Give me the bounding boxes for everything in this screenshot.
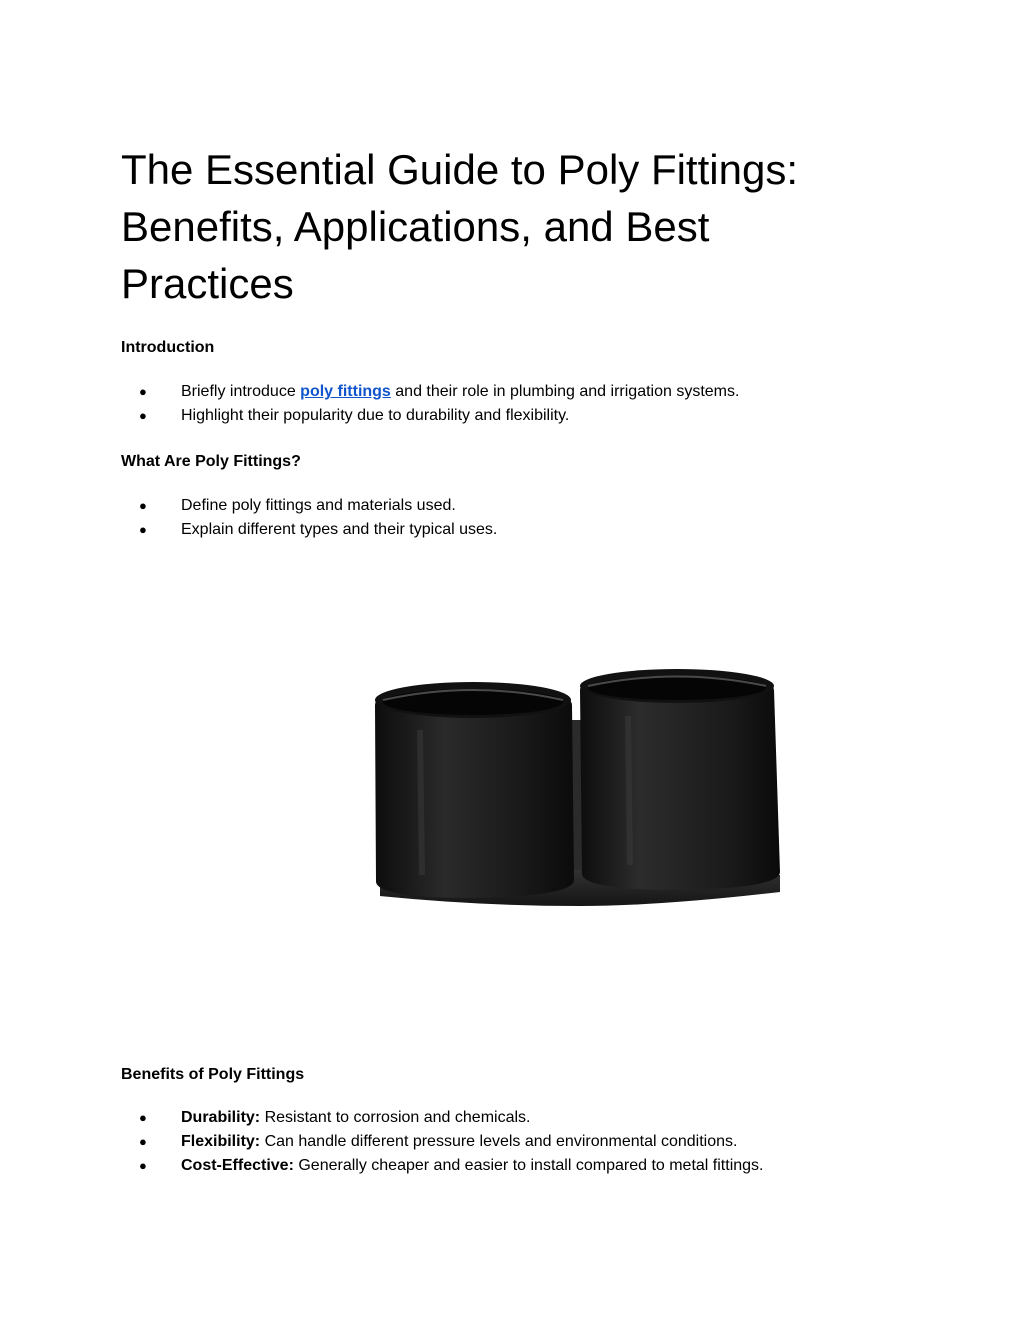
list-item-text: Highlight their popularity due to durability and flexibility.	[181, 407, 570, 424]
section-heading-what-are: What Are Poly Fittings?	[121, 453, 301, 470]
document-title: The Essential Guide to Poly Fittings: Benefits, Applications, and Best Practices	[121, 146, 798, 307]
twin-poly-fitting-image	[360, 660, 800, 920]
bullet-icon: ●	[139, 498, 147, 513]
benefits-list	[121, 1106, 901, 1178]
section-heading-benefits: Benefits of Poly Fittings	[121, 1066, 305, 1083]
list-item-text: Explain different types and their typical uses.	[181, 521, 498, 538]
list-item	[121, 1130, 901, 1154]
bullet-icon: ●	[139, 1134, 147, 1149]
bullet-icon: ●	[139, 1110, 147, 1125]
list-item	[121, 518, 901, 542]
list-item-text: Define poly fittings and materials used.	[181, 497, 456, 514]
section-heading-introduction: Introduction	[121, 339, 215, 356]
list-item	[121, 380, 901, 404]
list-item-label: Durability:	[181, 1109, 261, 1126]
list-item-text: Can handle different pressure levels and environmental conditions.	[260, 1133, 738, 1150]
what-are-list	[121, 494, 901, 542]
list-item-label: Cost-Effective:	[181, 1157, 294, 1174]
list-item-text-before: Briefly introduce	[181, 383, 301, 400]
poly-fittings-link[interactable]: poly fittings	[300, 383, 391, 400]
list-item	[121, 1106, 901, 1130]
bullet-icon: ●	[139, 522, 147, 537]
bullet-icon: ●	[139, 384, 147, 399]
list-item	[121, 494, 901, 518]
list-item	[121, 1154, 901, 1178]
bullet-icon: ●	[139, 408, 147, 423]
list-item-text-after: and their role in plumbing and irrigation systems.	[390, 383, 740, 400]
list-item	[121, 404, 901, 428]
list-item-text: Generally cheaper and easier to install compared to metal fittings.	[293, 1157, 764, 1174]
list-item-label: Flexibility:	[181, 1133, 261, 1150]
introduction-list	[121, 380, 901, 428]
list-item-text: Resistant to corrosion and chemicals.	[260, 1109, 531, 1126]
bullet-icon: ●	[139, 1158, 147, 1173]
